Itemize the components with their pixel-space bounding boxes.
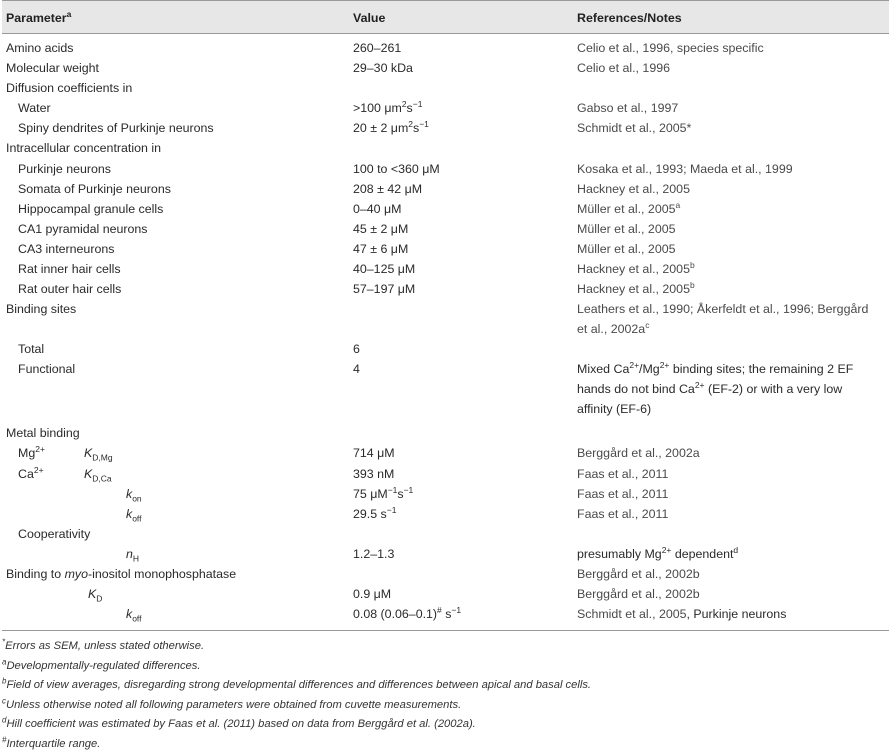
reference-cell: Berggård et al., 2002a <box>577 446 700 461</box>
param-cell: Binding sites <box>6 302 77 317</box>
table-row <box>2 199 889 219</box>
table-footnotes <box>2 637 891 754</box>
param-cell: Metal binding <box>6 426 80 441</box>
reference-cell: Müller et al., 2005 <box>577 221 676 236</box>
table-row <box>2 419 889 443</box>
value-cell: 260–261 <box>353 41 402 55</box>
header-parameter: Parameter$^a$ <box>2 1 349 34</box>
value-cell: 45 ± 2 μM <box>353 221 409 236</box>
reference-cell: Müller et al., 2005$^a$ <box>577 199 681 216</box>
value-cell: 4 <box>353 362 360 377</box>
table-row <box>2 34 889 59</box>
param-cell: $n_H$ <box>126 546 140 564</box>
value-cell: 208 ± 42 μM <box>353 181 423 196</box>
param-cell: Purkinje neurons <box>18 161 111 176</box>
footnote: $^a$Developmentally-regulated differences. <box>2 657 201 672</box>
reference-cell: Hackney et al., 2005 <box>577 181 690 196</box>
table-row <box>2 564 889 584</box>
footnote: $^c$Unless otherwise noted all following parameters were obtained from cuvette measurements. <box>2 696 462 711</box>
param-cell: Rat inner hair cells <box>18 262 121 277</box>
table-row <box>2 259 889 279</box>
table-row <box>2 359 889 419</box>
table-row <box>2 239 889 259</box>
reference-cell: Schmidt et al., 2005, Purkinje neurons <box>573 604 889 631</box>
value-cell: 20 ± 2 $\mu m^2s^{-1}$ <box>353 119 429 136</box>
reference-cell: Kosaka et al., 1993; Maeda et al., 1999 <box>577 161 793 176</box>
parameters-table <box>2 0 889 631</box>
value-cell: 29–30 kDa <box>353 61 413 76</box>
reference-cell: Faas et al., 2011 <box>577 506 669 521</box>
reference-cell: Schmidt et al., 2005* <box>577 121 692 136</box>
reference-cell: Hackney et al., 2005$^b$ <box>577 280 695 297</box>
table-row <box>2 484 889 504</box>
param-cell: Hippocampal granule cells <box>18 201 164 216</box>
param-cell: Somata of Purkinje neurons <box>18 181 171 196</box>
footnote: *Errors as SEM, unless stated otherwise. <box>2 637 205 653</box>
param-cell: Diffusion coefficients in <box>6 81 133 96</box>
footnote: $^d$Hill coefficient was estimated by Faas et al. (2011) based on data from Berggård et al. (2002a). <box>2 715 476 731</box>
value-cell: 393 nM <box>353 466 395 481</box>
param-cell: Molecular weight <box>6 61 99 76</box>
value-cell: 6 <box>353 342 360 357</box>
reference-cell: Müller et al., 2005 <box>577 241 676 256</box>
value-cell: 40–125 μM <box>353 262 416 277</box>
value-cell: 0–40 μM <box>353 201 402 216</box>
table-row <box>2 179 889 199</box>
reference-cell: Faas et al., 2011 <box>577 486 669 501</box>
value-cell: 100 to <360 μM <box>353 161 440 176</box>
param-cell: Intracellular concentration in <box>6 141 161 156</box>
param-cell: Binding to myo-inositol monophosphatase <box>6 566 237 581</box>
reference-cell: Hackney et al., 2005$^b$ <box>577 259 695 277</box>
reference-cell: Celio et al., 1996, species specific <box>577 41 764 55</box>
param-cell: CA3 interneurons <box>18 241 115 256</box>
value-cell: >100 $\mu m^2s^{-1}$ <box>353 99 423 116</box>
reference-cell: presumably $Mg^{2+}$ dependent$^d$ <box>577 544 739 561</box>
reference-cell: Mixed $Ca^{2+}/Mg^{2+}$ binding sites; the remaining 2 EF hands do not bind $Ca^{2+}$ (EF-2) or with a very low affinity (EF-6) <box>577 360 854 417</box>
value-cell: 29.5 $s^{-1}$ <box>353 504 397 521</box>
param-cell: Water <box>18 101 51 116</box>
footnote: $^b$Field of view averages, disregarding strong developmental differences and differences between apical and basal cells. <box>2 676 592 692</box>
table-row <box>2 118 889 138</box>
param-cell: Spiny dendrites of Purkinje neurons <box>18 121 214 136</box>
table-row <box>2 544 889 564</box>
value-cell: 0.9 μM <box>353 587 392 602</box>
param-cell: Rat outer hair cells <box>18 282 122 297</box>
reference-cell: Gabso et al., 1997 <box>577 101 679 116</box>
table-row <box>2 604 889 631</box>
table-row <box>2 443 889 463</box>
table-row <box>2 339 889 359</box>
param-cell: Functional <box>18 362 76 377</box>
table-row <box>2 58 889 78</box>
param-cell: Amino acids <box>6 41 74 55</box>
value-cell: 75 $\mu M^{-1}s^{-1}$ <box>353 484 414 501</box>
param-cell: Total <box>18 342 45 357</box>
param-cell: $Ca^{2+}$ $K_{D,Ca}$ <box>18 464 112 483</box>
table-row <box>2 299 889 339</box>
table-row <box>2 279 889 299</box>
value-cell: 47 ± 6 μM <box>353 241 409 256</box>
value-cell: 714 μM <box>353 446 395 461</box>
value-cell: 0.08 (0.06–0.1)# $s^{-1}$ <box>349 604 573 631</box>
value-cell: 1.2–1.3 <box>353 546 395 561</box>
reference-cell: Berggård et al., 2002b <box>577 566 700 581</box>
value-cell: 57–197 μM <box>353 282 416 297</box>
header-references: References/Notes <box>573 1 889 34</box>
param-cell: CA1 pyramidal neurons <box>18 221 148 236</box>
table-header-row <box>2 1 889 34</box>
param-cell: $k_{off}$ <box>2 604 349 631</box>
table-row <box>2 464 889 484</box>
table-row <box>2 219 889 239</box>
reference-cell: Berggård et al., 2002b <box>577 587 700 602</box>
param-cell: $k_{on}$ <box>126 486 142 504</box>
param-cell: Cooperativity <box>18 526 91 541</box>
header-value: Value <box>349 1 573 34</box>
param-cell: $k_{off}$ <box>126 506 142 524</box>
table-row <box>2 504 889 524</box>
table-row <box>2 159 889 179</box>
param-cell: $Mg^{2+}$ $K_{D,Mg}$ <box>18 444 113 463</box>
table-row <box>2 98 889 118</box>
param-cell: $K_D$ <box>88 587 103 604</box>
table-row <box>2 138 889 158</box>
footnote: #Interquartile range. <box>2 735 101 750</box>
table-row <box>2 584 889 604</box>
table-row <box>2 78 889 98</box>
reference-cell: Faas et al., 2011 <box>577 466 669 481</box>
table-row <box>2 524 889 544</box>
reference-cell: Celio et al., 1996 <box>577 61 670 76</box>
reference-cell: Leathers et al., 1990; Åkerfeldt et al., 1996; Berggård et al., $2002a^c$ <box>577 302 869 337</box>
